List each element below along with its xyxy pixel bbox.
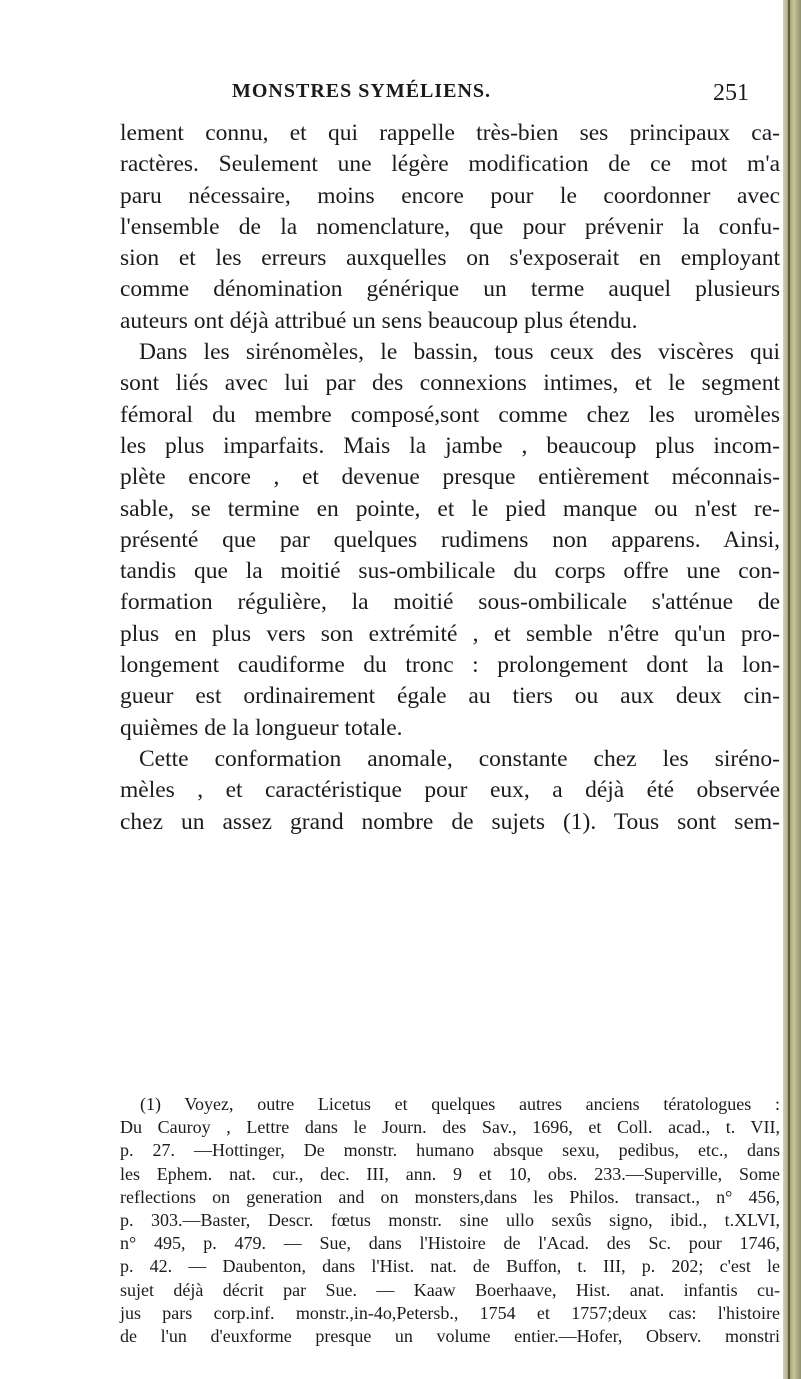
text-line: plète encore , et devenue presque entièrement méconnais- (120, 464, 780, 491)
text-line: lement connu, et qui rappelle très-bien ses principaux ca- (120, 120, 780, 146)
text-line: Dans les sirénomèles, le bassin, tous ceux des viscères qui (139, 339, 780, 366)
text-line: sion et les erreurs auxquelles on s'exposerait en employant (120, 245, 780, 272)
text-line: présenté que par quelques rudimens non apparens. Ainsi, (120, 526, 780, 553)
text-line: comme dénomination générique un terme auquel plusieurs (120, 276, 780, 303)
text-line: mèles , et caractéristique pour eux, a déjà été observée (120, 777, 780, 804)
text-line: sable, se termine en pointe, et le pied manque ou n'est re- (120, 495, 780, 522)
text-line: formation régulière, la moitié sous-ombilicale s'atténue de (120, 589, 780, 616)
text-line: l'ensemble de la nomenclature, que pour prévenir la confu- (120, 213, 780, 240)
text-line: ractères. Seulement une légère modification de ce mot m'a (120, 151, 780, 178)
footnote-line: jus pars corp.inf. monstr.,in-4o,Petersb., 1754 et 1757;deux cas: l'histoire (120, 1302, 780, 1323)
text-line: paru nécessaire, moins encore pour le coordonner avec (120, 182, 780, 209)
footnote-line: sujet déjà décrit par Sue. — Kaaw Boerhaave, Hist. anat. infantis cu- (120, 1279, 780, 1300)
footnote-line: les Ephem. nat. cur., dec. III, ann. 9 et 10, obs. 233.—Superville, Some (120, 1163, 780, 1184)
text-line: Cette conformation anomale, constante chez les siréno- (139, 745, 780, 772)
text-line: auteurs ont déjà attribué un sens beaucoup plus étendu. (120, 307, 638, 334)
page-number: 251 (713, 80, 749, 106)
text-line: longement caudiforme du tronc : prolongement dont la lon- (120, 652, 780, 679)
footnote-line: reflections on generation and on monsters,dans les Philos. transact., n° 456, (120, 1186, 780, 1207)
text-line: tandis que la moitié sus-ombilicale du corps offre une con- (120, 558, 780, 585)
text-line: plus en plus vers son extrémité , et semble n'être qu'un pro- (120, 620, 780, 647)
text-line: les plus imparfaits. Mais la jambe , beaucoup plus incom- (120, 432, 780, 459)
footnote-line: p. 42. — Daubenton, dans l'Hist. nat. de Buffon, t. III, p. 202; c'est le (120, 1256, 780, 1277)
footnote-line: (1) Voyez, outre Licetus et quelques autres anciens tératologues : (140, 1094, 780, 1114)
text-line: chez un assez grand nombre de sujets (1). Tous sont sem- (120, 808, 780, 835)
footnote-line: Du Cauroy , Lettre dans le Journ. des Sav., 1696, et Coll. acad., t. VII, (120, 1117, 780, 1138)
page-header (0, 80, 801, 112)
running-head: MONSTRES SYMÉLIENS. (232, 80, 492, 102)
footnote-line: p. 27. —Hottinger, De monstr. humano absque sexu, pedibus, etc., dans (120, 1140, 780, 1161)
text-line: gueur est ordinairement égale au tiers ou aux deux cin- (120, 683, 780, 710)
footnote-line: n° 495, p. 479. — Sue, dans l'Histoire de l'Acad. des Sc. pour 1746, (120, 1233, 780, 1254)
body-text (120, 118, 780, 838)
text-line: fémoral du membre composé,sont comme chez les uromèles (120, 401, 780, 428)
text-line: quièmes de la longueur totale. (120, 714, 403, 741)
page-edge (783, 0, 801, 1379)
footnote-line: de l'un d'euxforme presque un volume entier.—Hofer, Observ. monstri (120, 1326, 780, 1347)
footnote-line: p. 303.—Baster, Descr. fœtus monstr. sine ullo sexûs signo, ibid., t.XLVI, (120, 1210, 780, 1231)
text-line: sont liés avec lui par des connexions intimes, et le segment (120, 370, 780, 397)
footnote (120, 1093, 780, 1348)
page-edge-line (788, 0, 790, 1379)
